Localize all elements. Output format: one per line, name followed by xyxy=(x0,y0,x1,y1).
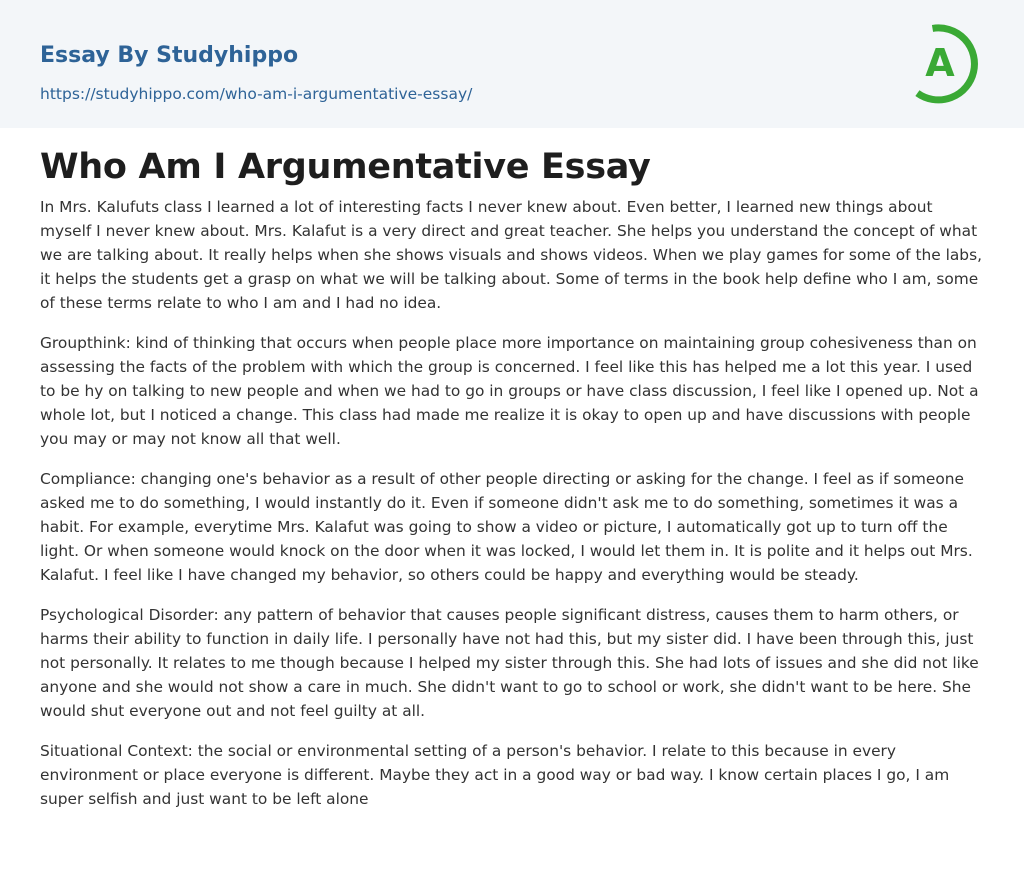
essay-paragraph: Compliance: changing one's behavior as a result of other people directing or asking for the change. I feel as if someone asked me to do something, I would instantly do it. Even if someone didn't ask me to do something, sometimes it was a habit. For example, everytime Mrs. Kalafut was going to show a video or picture, I automatically got up to turn off the light. Or when someone would knock on the door when it was locked, I would let them in. It is polite and it helps out Mrs. Kalafut. I feel like I have changed my behavior, so others could be happy and everything would be steady. xyxy=(40,470,973,584)
essay-body xyxy=(40,195,984,827)
site-brand[interactable]: Essay By Studyhippo xyxy=(40,43,299,68)
essay-paragraph: In Mrs. Kalufuts class I learned a lot of interesting facts I never knew about. Even better, I learned new things about myself I never knew about. Mrs. Kalafut is a very direct and great teacher. She helps you understand the concept of what we are talking about. It really helps when she shows visuals and shows videos. When we play games for some of the labs, it helps the students get a grasp on what we will be talking about. Some of terms in the book help define who I am, some of these terms relate to who I am and I had no idea. xyxy=(40,198,982,312)
logo-letter: A xyxy=(925,41,955,85)
essay-paragraph: Psychological Disorder: any pattern of behavior that causes people significant distress, causes them to harm others, or harms their ability to function in daily life. I personally have not had this, but my sister did. I have been through this, just not personally. It relates to me though because I helped my sister through this. She had lots of issues and she did not like anyone and she would not show a care in much. She didn't want to go to school or work, she didn't want to be here. She would shut everyone out and not feel guilty at all. xyxy=(40,606,979,720)
essay-url-link[interactable]: https://studyhippo.com/who-am-i-argumentative-essay/ xyxy=(40,85,473,103)
essay-paragraph: Groupthink: kind of thinking that occurs when people place more importance on maintaining group cohesiveness than on assessing the facts of the problem with which the group is concerned. I feel like this has helped me a lot this year. I used to be hy on talking to new people and when we had to go in groups or have class discussion, I feel like I opened up. Not a whole lot, but I noticed a change. This class had made me realize it is okay to open up and have discussions with people you may or may not know all that well. xyxy=(40,334,979,448)
studyhippo-logo[interactable] xyxy=(910,18,990,106)
essay-paragraph: Situational Context: the social or environmental setting of a person's behavior. I relate to this because in every environment or place everyone is different. Maybe they act in a good way or bad way. I know certain places I go, I am super selfish and just want to be left alone xyxy=(40,742,950,808)
essay-title: Who Am I Argumentative Essay xyxy=(40,147,651,187)
site-header xyxy=(0,0,1024,128)
